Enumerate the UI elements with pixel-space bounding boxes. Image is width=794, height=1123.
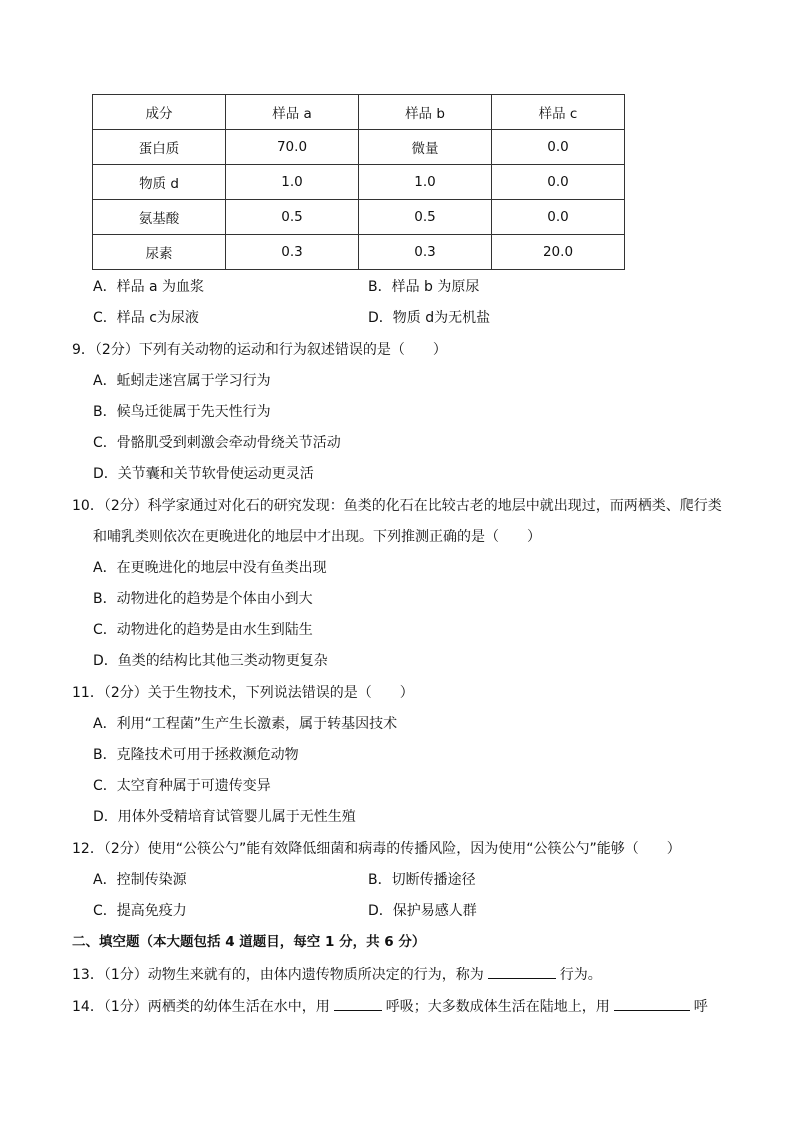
q10-stem-line2: 和哺乳类则依次在更晚进化的地层中才出现。下列推测正确的是（ ） xyxy=(93,529,541,545)
q12-option-b: B．切断传播途径 xyxy=(368,872,476,888)
q9-option-c: C．骨骼肌受到刺激会牵动骨绕关节活动 xyxy=(93,435,341,451)
table-cell: 1.0 xyxy=(226,165,359,200)
q8-option-c: C．样品 c为尿液 xyxy=(93,310,199,326)
composition-table xyxy=(92,94,625,270)
q14-text-before: 14．（1分）两栖类的幼体生活在水中，用 xyxy=(72,999,330,1015)
q9-option-d: D．关节囊和关节软骨使运动更灵活 xyxy=(93,466,314,482)
q9-option-b: B．候鸟迁徙属于先天性行为 xyxy=(93,404,271,420)
table-cell: 0.5 xyxy=(359,200,492,235)
q12-option-d: D．保护易感人群 xyxy=(368,903,477,919)
q11-option-b: B．克隆技术可用于拯救濒危动物 xyxy=(93,747,299,763)
table-cell: 0.5 xyxy=(226,200,359,235)
table-row xyxy=(93,130,625,165)
q14-answer-blank-2[interactable] xyxy=(614,996,690,1011)
q14-line xyxy=(72,996,708,1017)
table-cell: 0.0 xyxy=(492,200,625,235)
table-row xyxy=(93,165,625,200)
q10-option-a: A．在更晚进化的地层中没有鱼类出现 xyxy=(93,560,327,576)
q11-option-c: C．太空育种属于可遗传变异 xyxy=(93,778,271,794)
q11-option-a: A．利用“工程菌”生产生长激素，属于转基因技术 xyxy=(93,716,398,732)
q9-stem: 9．（2分）下列有关动物的运动和行为叙述错误的是（ ） xyxy=(72,342,447,358)
q10-option-c: C．动物进化的趋势是由水生到陆生 xyxy=(93,622,313,638)
table-header-cell: 样品 a xyxy=(226,95,359,130)
q8-option-a: A．样品 a 为血浆 xyxy=(93,279,205,295)
q13-line xyxy=(72,964,602,985)
q9-option-a: A．蚯蚓走迷宫属于学习行为 xyxy=(93,373,271,389)
table-cell: 蛋白质 xyxy=(93,130,226,165)
table-cell: 物质 d xyxy=(93,165,226,200)
table-cell: 0.0 xyxy=(492,165,625,200)
table-cell: 1.0 xyxy=(359,165,492,200)
q14-text-middle: 呼吸；大多数成体生活在陆地上，用 xyxy=(385,999,610,1015)
q12-stem: 12．（2分）使用“公筷公勺”能有效降低细菌和病毒的传播风险，因为使用“公筷公勺”能够（ ） xyxy=(72,841,681,857)
table-row xyxy=(93,200,625,235)
q13-text-before: 13．（1分）动物生来就有的，由体内遗传物质所决定的行为，称为 xyxy=(72,967,484,983)
table-header-cell: 样品 b xyxy=(359,95,492,130)
q10-option-b: B．动物进化的趋势是个体由小到大 xyxy=(93,591,313,607)
q10-stem-line1: 10．（2分）科学家通过对化石的研究发现：鱼类的化石在比较古老的地层中就出现过，而两栖类、爬行类 xyxy=(72,498,722,514)
q10-option-d: D．鱼类的结构比其他三类动物更复杂 xyxy=(93,653,328,669)
table-cell: 尿素 xyxy=(93,235,226,270)
table-header-row xyxy=(93,95,625,130)
table-cell: 0.3 xyxy=(226,235,359,270)
q8-option-d: D．物质 d为无机盐 xyxy=(368,310,491,326)
table-cell: 氨基酸 xyxy=(93,200,226,235)
table-cell: 微量 xyxy=(359,130,492,165)
table-header-cell: 样品 c xyxy=(492,95,625,130)
table-cell: 0.3 xyxy=(359,235,492,270)
table-cell: 20.0 xyxy=(492,235,625,270)
q14-answer-blank-1[interactable] xyxy=(334,996,382,1011)
table-cell: 70.0 xyxy=(226,130,359,165)
q12-option-c: C．提高免疫力 xyxy=(93,903,187,919)
table-cell: 0.0 xyxy=(492,130,625,165)
q13-text-after: 行为。 xyxy=(559,967,602,983)
table-row xyxy=(93,235,625,270)
q8-option-b: B．样品 b 为原尿 xyxy=(368,279,480,295)
q13-answer-blank[interactable] xyxy=(488,964,556,979)
q11-option-d: D．用体外受精培育试管婴儿属于无性生殖 xyxy=(93,809,356,825)
table-header-cell: 成分 xyxy=(93,95,226,130)
q12-option-a: A．控制传染源 xyxy=(93,872,187,888)
q11-stem: 11．（2分）关于生物技术，下列说法错误的是（ ） xyxy=(72,685,414,701)
section-heading: 二、填空题（本大题包括 4 道题目，每空 1 分，共 6 分） xyxy=(72,934,426,950)
q14-text-after: 呼 xyxy=(693,999,708,1015)
